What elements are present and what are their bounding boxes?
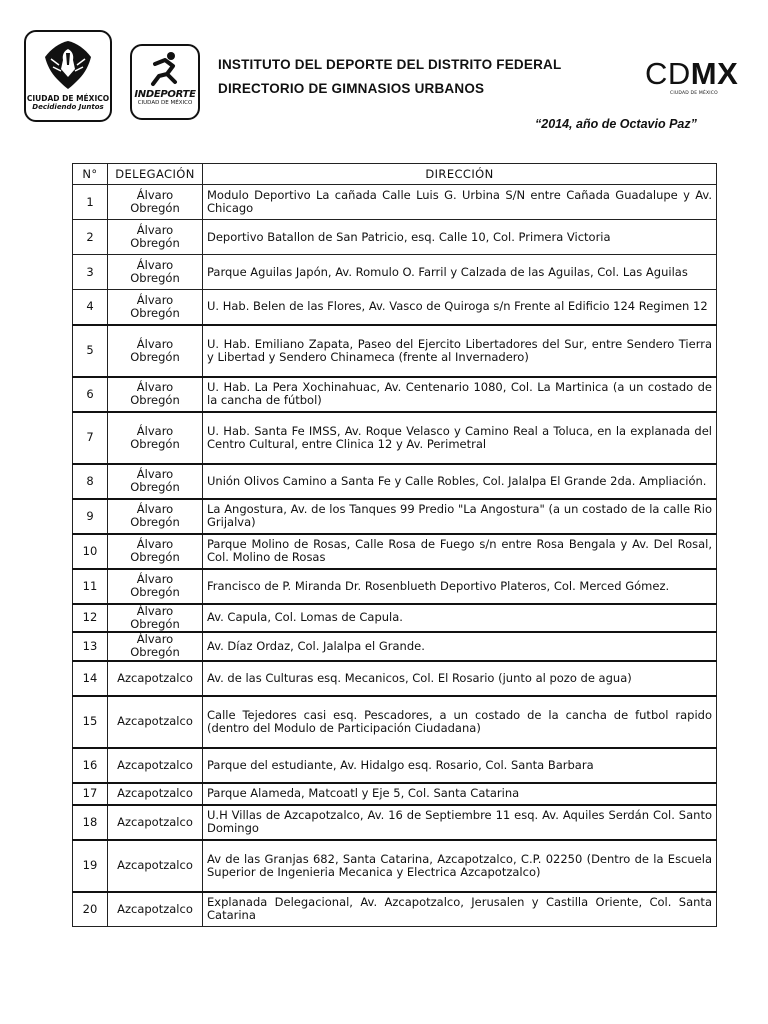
row-direccion: U. Hab. La Pera Xochinahuac, Av. Centenario 1080, Col. La Martinica (a un costado de la cancha de fútbol) [203,377,717,412]
row-direccion: Explanada Delegacional, Av. Azcapotzalco, Jerusalen y Castilla Oriente, Col. Santa Catarina [203,892,717,927]
row-direccion: Av. Díaz Ordaz, Col. Jalalpa el Grande. [203,632,717,661]
indeporte-logo [130,44,200,120]
row-number: 10 [73,534,108,569]
row-delegacion: Azcapotzalco [108,892,203,927]
table-row [73,220,717,255]
row-delegacion: Azcapotzalco [108,840,203,892]
row-delegacion: Álvaro Obregón [108,632,203,661]
row-number: 11 [73,569,108,604]
row-number: 16 [73,748,108,783]
row-number: 12 [73,604,108,632]
col-header-direccion: DIRECCIÓN [203,164,717,185]
table-row [73,805,717,840]
row-delegacion: Álvaro Obregón [108,412,203,464]
row-direccion: Modulo Deportivo La cañada Calle Luis G. Urbina S/N entre Cañada Guadalupe y Av. Chicago [203,185,717,220]
row-delegacion: Álvaro Obregón [108,499,203,534]
table-row [73,696,717,748]
cdmx-logo-part-a: CD [645,56,691,91]
row-number: 6 [73,377,108,412]
table-row [73,534,717,569]
col-header-number: N° [73,164,108,185]
row-direccion: Deportivo Batallon de San Patricio, esq. Calle 10, Col. Primera Victoria [203,220,717,255]
row-number: 2 [73,220,108,255]
row-number: 4 [73,290,108,325]
row-direccion: Av. Capula, Col. Lomas de Capula. [203,604,717,632]
row-direccion: La Angostura, Av. de los Tanques 99 Predio "La Angostura" (a un costado de la calle Rio Grijalva) [203,499,717,534]
row-number: 9 [73,499,108,534]
table-row [73,185,717,220]
col-header-delegacion: DELEGACIÓN [108,164,203,185]
row-number: 20 [73,892,108,927]
row-delegacion: Azcapotzalco [108,805,203,840]
row-direccion: Av. de las Culturas esq. Mecanicos, Col. El Rosario (junto al pozo de agua) [203,661,717,696]
table-row [73,499,717,534]
row-direccion: Parque del estudiante, Av. Hidalgo esq. Rosario, Col. Santa Barbara [203,748,717,783]
cdmx-logo [645,58,745,96]
logo-name-line: CIUDAD DE MÉXICO [26,94,110,103]
table-row [73,290,717,325]
gym-directory-table [72,163,717,927]
row-direccion: U. Hab. Belen de las Flores, Av. Vasco de Quiroga s/n Frente al Edificio 124 Regimen 12 [203,290,717,325]
table-row [73,661,717,696]
row-number: 5 [73,325,108,377]
table-row [73,892,717,927]
row-delegacion: Álvaro Obregón [108,185,203,220]
row-delegacion: Álvaro Obregón [108,377,203,412]
row-number: 8 [73,464,108,499]
table-row [73,325,717,377]
table-row [73,377,717,412]
row-number: 7 [73,412,108,464]
table-row [73,464,717,499]
row-direccion: U. Hab. Santa Fe IMSS, Av. Roque Velasco y Camino Real a Toluca, en la explanada del Centro Cultural, entre Clinica 12 y Av. Perimetral [203,412,717,464]
row-direccion: U.H Villas de Azcapotzalco, Av. 16 de Septiembre 11 esq. Av. Aquiles Serdán Col. Santo Domingo [203,805,717,840]
institute-title: INSTITUTO DEL DEPORTE DEL DISTRITO FEDERAL [218,57,562,72]
row-delegacion: Azcapotzalco [108,696,203,748]
table-row [73,412,717,464]
ciudad-de-mexico-logo [24,30,112,122]
table-row [73,255,717,290]
row-number: 17 [73,783,108,805]
table-header-row [73,164,717,185]
row-delegacion: Álvaro Obregón [108,569,203,604]
row-delegacion: Álvaro Obregón [108,464,203,499]
table-row [73,632,717,661]
row-delegacion: Álvaro Obregón [108,220,203,255]
row-delegacion: Álvaro Obregón [108,290,203,325]
table-row [73,783,717,805]
row-number: 19 [73,840,108,892]
row-direccion: Calle Tejedores casi esq. Pescadores, a un costado de la cancha de futbol rapido (dentro del Modulo de Participación Ciudadana) [203,696,717,748]
directory-title: DIRECTORIO DE GIMNASIOS URBANOS [218,81,485,96]
row-direccion: Francisco de P. Miranda Dr. Rosenblueth Deportivo Plateros, Col. Merced Gómez. [203,569,717,604]
indeporte-name: INDEPORTE [134,89,196,100]
runner-icon [147,50,183,88]
table-row [73,569,717,604]
row-delegacion: Álvaro Obregón [108,325,203,377]
cdmx-logo-part-b: MX [690,56,739,91]
row-delegacion: Azcapotzalco [108,748,203,783]
eagle-emblem-icon [37,35,99,93]
row-delegacion: Álvaro Obregón [108,534,203,569]
row-number: 1 [73,185,108,220]
indeporte-sub: CIUDAD DE MÉXICO [137,100,193,106]
row-number: 15 [73,696,108,748]
row-number: 18 [73,805,108,840]
row-delegacion: Azcapotzalco [108,783,203,805]
row-direccion: Parque Aguilas Japón, Av. Romulo O. Farril y Calzada de las Aguilas, Col. Las Aguilas [203,255,717,290]
table-row [73,840,717,892]
row-direccion: Parque Molino de Rosas, Calle Rosa de Fuego s/n entre Rosa Bengala y Av. Del Rosal, Col. Molino de Rosas [203,534,717,569]
row-delegacion: Álvaro Obregón [108,604,203,632]
row-direccion: Unión Olivos Camino a Santa Fe y Calle Robles, Col. Jalalpa El Grande 2da. Ampliación. [203,464,717,499]
motto: “2014, año de Octavio Paz” [535,117,697,131]
row-delegacion: Azcapotzalco [108,661,203,696]
cdmx-logo-sub: CIUDAD DE MÉXICO [670,91,718,96]
row-number: 14 [73,661,108,696]
row-direccion: Parque Alameda, Matcoatl y Eje 5, Col. Santa Catarina [203,783,717,805]
row-direccion: Av de las Granjas 682, Santa Catarina, Azcapotzalco, C.P. 02250 (Dentro de la Escuela Superior de Ingenieria Mecanica y Electrica Azcapotzalco) [203,840,717,892]
row-delegacion: Álvaro Obregón [108,255,203,290]
table-row [73,748,717,783]
table-row [73,604,717,632]
row-number: 3 [73,255,108,290]
logo-slogan: Decidiendo Juntos [32,103,104,111]
row-number: 13 [73,632,108,661]
row-direccion: U. Hab. Emiliano Zapata, Paseo del Ejercito Libertadores del Sur, entre Sendero Tierra y Libertad y Sendero Chinameca (frente al Invernadero) [203,325,717,377]
